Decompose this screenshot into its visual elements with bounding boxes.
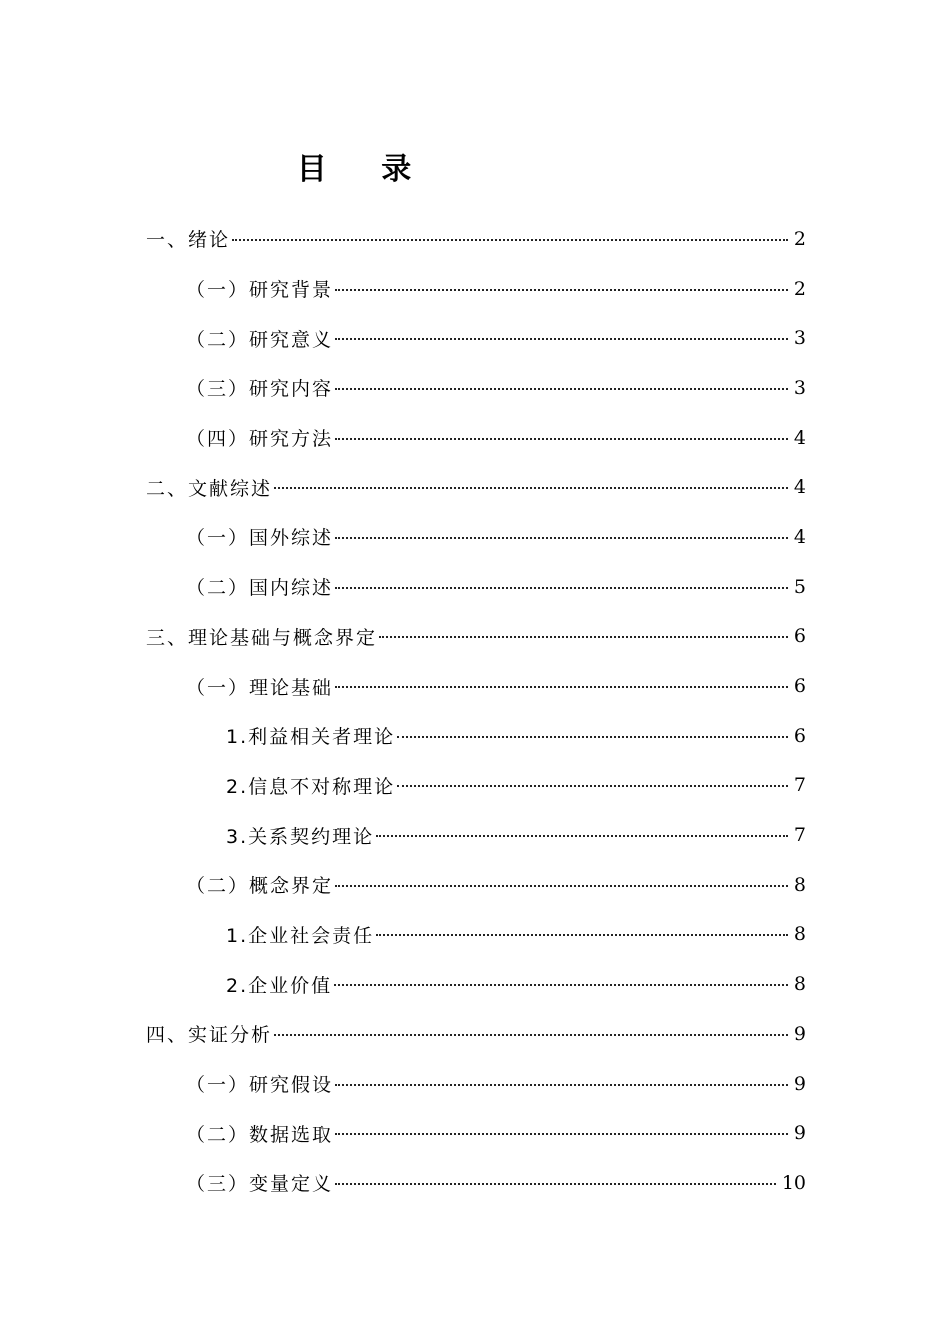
toc-entry[interactable] [0, 612, 950, 662]
toc-entry-page-number: 8 [793, 973, 806, 996]
dot-leader [379, 622, 788, 638]
toc-entry-page-number: 6 [793, 724, 806, 747]
toc-entry-line [146, 1020, 806, 1048]
toc-entry-label: 三、理论基础与概念界定 [146, 626, 378, 649]
toc-entry-label: 四、实证分析 [146, 1024, 273, 1047]
dot-leader [232, 225, 788, 241]
toc-entry-label: （一）国外综述 [186, 527, 334, 550]
toc-entry[interactable] [0, 462, 950, 512]
toc-entry-line [186, 672, 806, 700]
dot-leader [274, 473, 788, 489]
toc-entry[interactable] [0, 264, 950, 314]
toc-entry[interactable] [0, 1108, 950, 1158]
dot-leader [335, 275, 788, 291]
toc-entry-page-number: 4 [793, 426, 806, 449]
dot-leader [334, 970, 788, 986]
toc-entry[interactable] [0, 562, 950, 612]
toc-entry-line [226, 920, 806, 948]
dot-leader [335, 1070, 788, 1086]
toc-entry-line [186, 275, 806, 303]
toc-entry-label: （一）理论基础 [186, 676, 334, 699]
toc-entry-line [226, 722, 806, 750]
page-title: 目 录 [296, 152, 434, 187]
toc-entry-page-number: 4 [793, 476, 806, 499]
toc-entry-line [226, 771, 806, 799]
toc-entry-line [146, 473, 806, 501]
toc-entry-line [186, 374, 806, 402]
toc-entry-label: （二）研究意义 [186, 328, 334, 351]
dot-leader [274, 1020, 788, 1036]
toc-entry-label: 3.关系契约理论 [226, 825, 375, 848]
toc-entry-label: 1.企业社会责任 [226, 924, 375, 947]
toc-entry-label: （二）国内综述 [186, 577, 334, 600]
toc-entry-line [146, 622, 806, 650]
toc-entry-line [226, 821, 806, 849]
toc-entry[interactable] [0, 860, 950, 910]
toc-entry-line [186, 324, 806, 352]
dot-leader [335, 871, 788, 887]
dot-leader [376, 920, 788, 936]
toc-entry[interactable] [0, 761, 950, 811]
toc-entry-line [186, 1169, 806, 1197]
toc-entry-line [186, 871, 806, 899]
table-of-contents [0, 214, 950, 1208]
toc-entry-line [146, 225, 806, 253]
toc-entry-page-number: 9 [793, 1022, 806, 1045]
toc-entry-label: （二）概念界定 [186, 875, 334, 898]
toc-entry[interactable] [0, 910, 950, 960]
dot-leader [335, 1169, 776, 1185]
toc-entry-label: （二）数据选取 [186, 1123, 334, 1146]
toc-entry-page-number: 9 [793, 1072, 806, 1095]
toc-entry-label: （三）研究内容 [186, 378, 334, 401]
toc-entry-line [186, 573, 806, 601]
dot-leader [376, 821, 788, 837]
toc-entry-label: 一、绪论 [146, 229, 231, 252]
toc-entry[interactable] [0, 661, 950, 711]
toc-entry-label: 二、文献综述 [146, 477, 273, 500]
toc-entry-page-number: 3 [793, 376, 806, 399]
toc-entry[interactable] [0, 1059, 950, 1109]
toc-entry-page-number: 2 [793, 277, 806, 300]
toc-entry[interactable] [0, 1158, 950, 1208]
toc-entry[interactable] [0, 363, 950, 413]
toc-entry[interactable] [0, 711, 950, 761]
dot-leader [397, 722, 788, 738]
toc-entry-page-number: 6 [793, 675, 806, 698]
toc-entry[interactable] [0, 413, 950, 463]
toc-entry-line [186, 1070, 806, 1098]
toc-entry[interactable] [0, 313, 950, 363]
toc-entry[interactable] [0, 1009, 950, 1059]
toc-entry-page-number: 9 [793, 1122, 806, 1145]
dot-leader [335, 573, 788, 589]
toc-entry-line [186, 424, 806, 452]
toc-entry-page-number: 2 [793, 227, 806, 250]
toc-entry-page-number: 8 [793, 873, 806, 896]
toc-entry-label: 2.企业价值 [226, 974, 333, 997]
toc-entry-label: （一）研究背景 [186, 279, 334, 302]
toc-entry-line [186, 1119, 806, 1147]
dot-leader [335, 672, 788, 688]
toc-entry[interactable] [0, 959, 950, 1009]
toc-entry-line [226, 970, 806, 998]
dot-leader [335, 324, 788, 340]
toc-entry-page-number: 3 [793, 327, 806, 350]
dot-leader [397, 771, 788, 787]
toc-entry-page-number: 10 [781, 1171, 806, 1194]
toc-entry-page-number: 5 [793, 575, 806, 598]
toc-entry-label: 2.信息不对称理论 [226, 775, 396, 798]
toc-entry-page-number: 7 [793, 774, 806, 797]
dot-leader [335, 523, 788, 539]
toc-entry-label: （一）研究假设 [186, 1074, 334, 1097]
toc-entry[interactable] [0, 214, 950, 264]
toc-entry-page-number: 6 [793, 625, 806, 648]
dot-leader [335, 374, 788, 390]
toc-entry-label: 1.利益相关者理论 [226, 726, 396, 749]
toc-entry[interactable] [0, 810, 950, 860]
toc-entry-page-number: 8 [793, 923, 806, 946]
toc-entry-line [186, 523, 806, 551]
toc-entry-label: （四）研究方法 [186, 428, 334, 451]
dot-leader [335, 424, 788, 440]
toc-entry-page-number: 7 [793, 824, 806, 847]
toc-entry[interactable] [0, 512, 950, 562]
toc-entry-label: （三）变量定义 [186, 1173, 334, 1196]
dot-leader [335, 1119, 788, 1135]
toc-entry-page-number: 4 [793, 525, 806, 548]
